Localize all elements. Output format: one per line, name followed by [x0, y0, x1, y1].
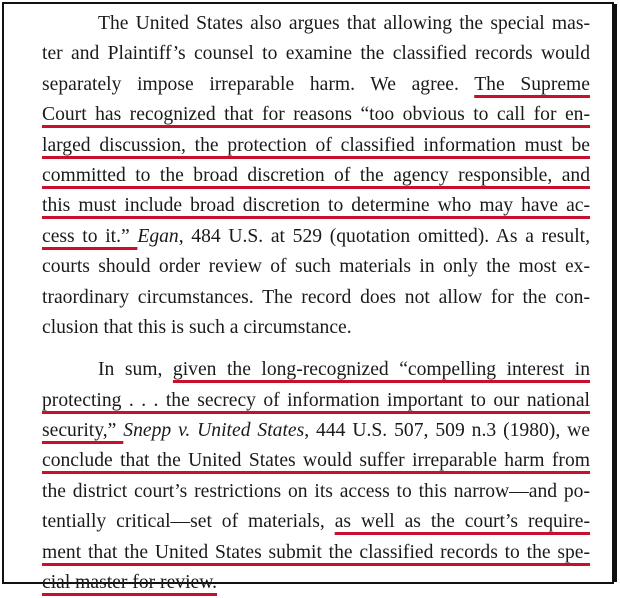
text-line: [42, 446, 590, 476]
text-line: [42, 9, 590, 39]
text-line: [42, 507, 590, 537]
underlined-text: conclude that the United States would suffer irreparable harm from: [42, 450, 590, 472]
underlined-text: this must include broad discretion to determine who may have ac-: [42, 195, 590, 217]
underlined-text: The Supreme: [474, 73, 590, 95]
text-line: [42, 161, 590, 191]
text-line: [42, 100, 590, 130]
text-line: [42, 355, 590, 385]
text-line: [42, 313, 590, 343]
underlined-text: as well as the court’s require-: [334, 511, 590, 533]
underlined-text: larged discussion, the protection of classified information must be: [42, 134, 590, 156]
underlined-text: security,”: [42, 420, 124, 442]
text-line: [42, 416, 590, 446]
text-segment: traordinary circumstances. The record does not allow for the con-: [42, 286, 590, 308]
underlined-text: cess to it.”: [42, 225, 138, 247]
text-line: [42, 538, 590, 568]
text-line: [42, 222, 590, 252]
text-segment: The United States also argues that allowing the special mas-: [98, 13, 590, 34]
text-segment: clusion that this is such a circumstance.: [42, 316, 352, 338]
text-segment: the district court’s restrictions on its access to this narrow—and po-: [42, 480, 590, 502]
case-citation: Egan: [137, 225, 179, 247]
text-line: [42, 191, 590, 221]
text-line: [42, 252, 590, 282]
text-segment: , 444 U.S. 507, 509 n.3 (1980), we: [304, 420, 590, 442]
underlined-text: committed to the broad discretion of the agency responsible, and: [42, 164, 590, 186]
text-line: [42, 477, 590, 507]
court-opinion-excerpt: [42, 9, 590, 598]
text-segment: tentially critical—set of materials,: [42, 511, 335, 533]
underlined-text: Court has recognized that for reasons “too obvious to call for en-: [42, 104, 590, 126]
text-line: [42, 70, 590, 100]
text-segment: separately impose irreparable harm. We agree.: [42, 73, 475, 95]
text-segment: courts should order review of such materials in only the most ex-: [42, 256, 590, 278]
text-line: [42, 568, 590, 598]
underlined-text: given the long-recognized “compelling interest in: [172, 359, 590, 381]
text-segment: , 484 U.S. at 529 (quotation omitted). As a result,: [178, 225, 590, 247]
text-line: [42, 131, 590, 161]
underlined-text: ment that the United States submit the classified records to the spe-: [42, 541, 590, 563]
text-segment: In sum,: [98, 359, 173, 381]
underlined-text: protecting . . . the secrecy of information important to our national: [42, 389, 590, 411]
text-line: [42, 39, 590, 69]
paragraph-1: [42, 9, 590, 343]
paragraph-2: [42, 355, 590, 598]
text-line: [42, 283, 590, 313]
case-citation: Snepp v. United States: [123, 420, 305, 442]
text-segment: ter and Plaintiff’s counsel to examine the classified records would: [42, 43, 590, 65]
text-line: [42, 386, 590, 416]
underlined-text: cial master for review.: [42, 572, 217, 594]
